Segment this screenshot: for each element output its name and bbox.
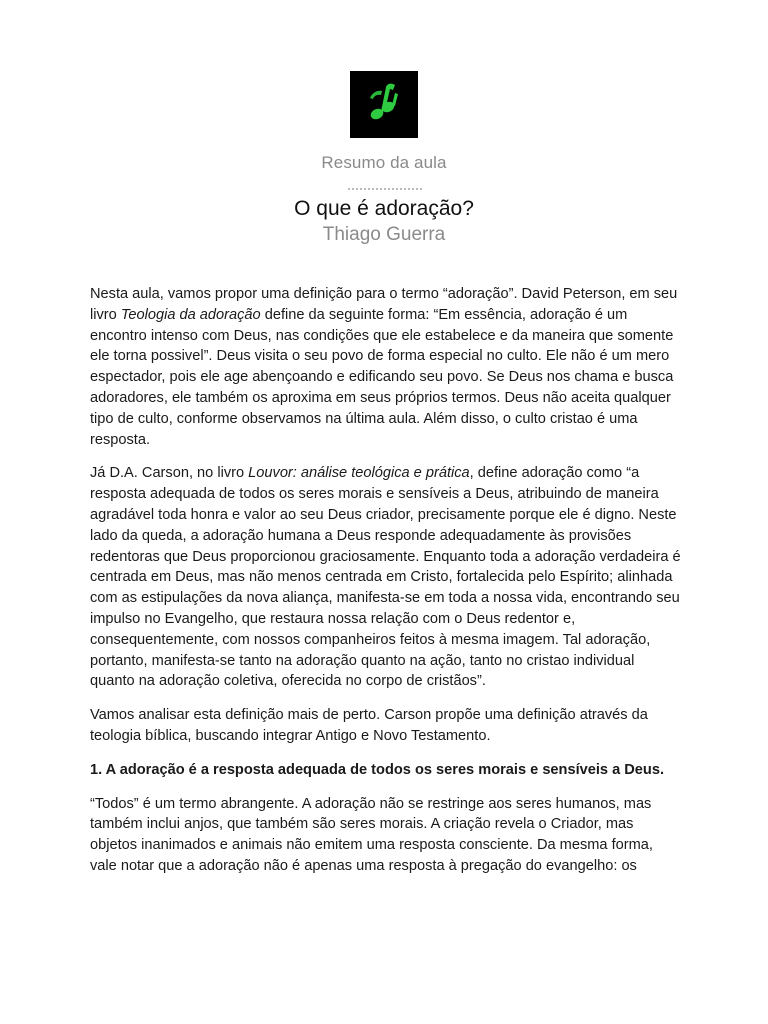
paragraph-2-text-a: Já D.A. Carson, no livro [90, 465, 249, 482]
lesson-summary-label: Resumo da aula [321, 153, 447, 172]
paragraph-1 [90, 284, 682, 450]
paragraph-3: Vamos analisar esta definição mais de perto. Carson propõe uma definição através da teologia bíblica, buscando integrar Antigo e Novo Testamento. [90, 707, 648, 744]
page-title: O que é adoração? [294, 197, 474, 220]
book-title-carson: Louvor: análise teológica e prática [248, 465, 470, 482]
music-note-icon [350, 71, 418, 138]
book-title-peterson: Teologia da adoração [120, 306, 261, 323]
music-note-logo [350, 71, 418, 138]
section-heading-1: 1. A adoração é a resposta adequada de todos os seres morais e sensíveis a Deus. [90, 761, 665, 778]
paragraph-1-text-a: Nesta aula, vamos propor uma definição para o termo “adoração”. David Peterson, em seu livro [90, 286, 678, 323]
author-name: Thiago Guerra [322, 224, 446, 245]
paragraph-1-text-b: define da seguinte forma: “Em essência, adoração é um encontro intenso com Deus, nas condições que ele estabelece e da maneira que somente ele torna possivel”. Deus visita o seu povo de forma especial no culto. Ele não é um mero espectador, pois ele age abençoando e edificando seu povo. Se Deus nos chama e busca adoradores, ele também os aproxima em seus próprios termos. Deus não aceita qualquer tipo de culto, conforme observamos na última aula. Além disso, o culto cristao é uma resposta. [90, 306, 674, 448]
paragraph-2-text-b: , define adoração como “a resposta adequada de todos os seres morais e sensíveis a Deus, atribuindo de maneira agradável toda honra e valor ao seu Deus criador, precisamente porque ele é digno. Neste lado da queda, a adoração humana a Deus responde adequadamente às provisões redentoras que Deus proporcionou graciosamente. Enquanto toda a adoração verdadeira é centrada em Deus, mas não menos centrada em Cristo, fortalecida pelo Espírito; alinhada com as estipulações da nova aliança, manifesta-se em toda a nossa vida, encontrando seu impulso no Evangelho, que restaura nossa relação com o Deus redentor e, consequentemente, com nossos companheiros feitos à mesma imagem. Tal adoração, portanto, manifesta-se tanto na adoração quanto na ação, tanto no cristao individual quanto na adoração coletiva, oferecida no corpo de cristãos”. [90, 465, 681, 690]
paragraph-4: “Todos” é um termo abrangente. A adoração não se restringe aos seres humanos, mas também inclui anjos, que também são seres morais. A criação revela o Criador, mas objetos inanimados e animais não emitem uma resposta consciente. Da mesma forma, vale notar que a adoração não é apenas uma resposta à pregação do evangelho: os [90, 795, 653, 874]
dotted-divider [347, 187, 422, 191]
paragraph-2 [90, 463, 682, 692]
article-body [90, 284, 682, 890]
